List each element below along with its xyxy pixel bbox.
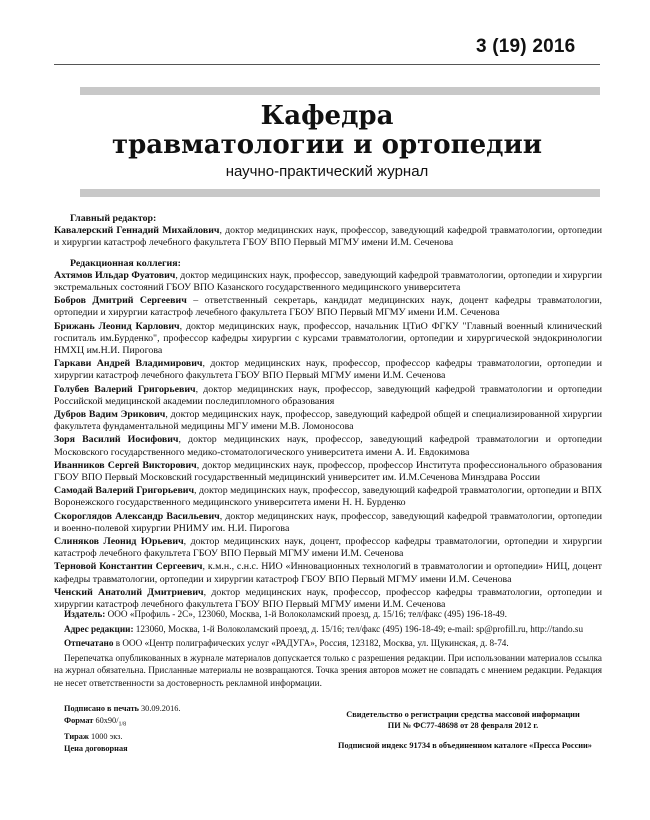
subscription-index: Подписной индекс 91734 в объединенном каталоге «Пресса России» — [338, 741, 592, 750]
board-member-desc: , доктор медицинских наук, профессор, заведующий кафедрой общей и специализированной хирургии факультета фундаментальной медицины МГУ имени М.В. Ломоносова — [54, 409, 602, 433]
run-label: Тираж — [64, 732, 89, 742]
board-member — [54, 321, 602, 358]
board-member — [54, 409, 602, 433]
imprint-block — [64, 703, 264, 755]
board-member-name: Бобров Дмитрий Сергеевич — [54, 295, 187, 307]
board-member-name: Ахтямов Ильдар Фуатович — [54, 269, 176, 281]
board-member-desc: , доктор медицинских наук, профессор, заведующий кафедрой травматологии и ортопедии Московского государственного медико-стоматологического университета имени А. И. Евдокимова — [54, 434, 602, 458]
title-bottom-band — [80, 189, 600, 197]
journal-subtitle: научно-практический журнал — [225, 163, 429, 180]
board-member-desc: , доктор медицинских наук, профессор, заведующий кафедрой травматологии, ортопедии и ВПХ Воронежского государственного медицинского университета имени Н. Н. Бурденко — [54, 485, 602, 509]
board-member-name: Ченский Анатолий Дмитриевич — [54, 586, 204, 598]
board-member-name: Дубров Вадим Эрикович — [54, 409, 166, 421]
printed-text: в ООО «Центр полиграфических услуг «РАДУГА», Россия, 123182, Москва, ул. Щукинская, д. 8-74. — [113, 638, 509, 649]
board-member — [54, 358, 602, 382]
board-member-name: Терновой Константин Сергеевич — [54, 561, 203, 573]
address-label: Адрес редакции: — [64, 623, 134, 634]
run-line — [64, 731, 264, 743]
board-member-desc: , доктор медицинских наук, профессор, профессор кафедры травматологии, ортопедии и хирургии катастроф лечебного факультета ГБОУ ВПО Первый МГМУ имени И.М. Сеченова — [54, 358, 602, 382]
publisher-text: ООО «Профиль - 2С», 123060, Москва, 1-й Волоколамский проезд, д. 15/16; тел/факс (495) 196-18-49. — [105, 609, 507, 619]
board-member-desc: , доктор медицинских наук, профессор, профессор Института профессионального образования ГБОУ ВПО Первый Московский государственный медицинский университет им. И.М.Сеченова Минздрава России — [54, 459, 602, 484]
board-member — [54, 561, 602, 585]
registration-block — [338, 709, 588, 731]
signed-label: Подписано в печать — [64, 704, 139, 713]
board-member — [54, 270, 602, 294]
format-label: Формат — [64, 716, 94, 726]
board-members-list — [54, 270, 602, 611]
board-member-desc: , доктор медицинских наук, доцент, профессор кафедры травматологии, ортопедии и хирургии катастроф лечебного факультета ГБОУ ВПО Первый МГМУ имени И.М. Сеченова — [54, 536, 602, 560]
format-line — [64, 715, 264, 731]
publisher-line — [54, 608, 602, 621]
board-member-name: Зоря Василий Иосифович — [54, 434, 179, 446]
board-member-name: Голубев Валерий Григорьевич — [54, 383, 196, 395]
header-rule — [54, 64, 600, 65]
board-member-name: Самодай Валерий Григорьевич — [54, 485, 195, 497]
board-member — [54, 434, 602, 458]
board-member — [54, 536, 602, 560]
publisher-label: Издатель: — [64, 609, 106, 619]
price-line — [64, 743, 264, 755]
board-member — [54, 384, 602, 408]
run-value: 1000 экз. — [88, 732, 123, 742]
board-member-desc: , доктор медицинских наук, профессор, начальник ЦТиО ФГКУ "Главный военный клинический госпиталь им.Бурденко", профессор кафедры хирургии с курсами травматологии, ортопедии и хирургической эндокринологии НМХЦ им.Н.И. Пирогова — [54, 320, 602, 357]
address-line — [54, 623, 602, 636]
journal-title-line2: травматологии и ортопедии — [111, 130, 543, 160]
board-member — [54, 295, 602, 319]
price-text: Цена договорная — [64, 744, 128, 754]
board-member-desc: , доктор медицинских наук, профессор, профессор кафедры травматологии, ортопедии и хирургии катастроф лечебного факультета ГБОУ ВПО Первый МГМУ имени И.М. Сеченова — [54, 586, 602, 611]
board-member-name: Иванников Сергей Викторович — [54, 459, 197, 471]
board-member-name: Скороглядов Александр Васильевич — [54, 510, 220, 522]
journal-title-line1: Кафедра — [260, 101, 394, 131]
chief-editor-heading: Главный редактор: — [70, 213, 157, 224]
address-text: 123060, Москва, 1-й Волоколамский проезд, д. 15/16; тел/факс (495) 196-18-49; e-mail: sp@profill.ru, http://tando.su — [133, 623, 584, 634]
format-value: 60х90/ — [93, 716, 119, 726]
chief-editor-name: Кавалерский Геннадий Михайлович — [54, 225, 220, 237]
board-member-name: Гаркави Андрей Владимирович — [54, 358, 203, 370]
board-member-name: Брижань Леонид Карлович — [54, 320, 180, 332]
signed-line — [64, 703, 264, 715]
board-member — [54, 460, 602, 484]
printed-line — [54, 637, 602, 650]
printed-label: Отпечатано — [64, 638, 114, 649]
board-member-desc: , доктор медицинских наук, профессор, заведующий кафедрой травматологии и ортопедии Российской медицинской академии последипломного образования — [54, 383, 602, 407]
board-member-name: Слиняков Леонид Юрьевич — [54, 536, 184, 548]
board-member — [54, 485, 602, 509]
board-member-desc: , к.м.н., с.н.с. НИО «Инновационных технологий в травматологии и ортопедии» НИЦ, доцент кафедры травматологии, ортопедии и хирургии катастроф ГБОУ ВПО Первый МГМУ имени И.М. Сеченова — [54, 561, 602, 585]
registration-line2: ПИ № ФС77-48698 от 28 февраля 2012 г. — [387, 721, 539, 730]
chief-editor — [54, 225, 602, 249]
editorial-board — [54, 213, 602, 612]
title-top-band — [80, 87, 600, 95]
signed-date: 30.09.2016. — [138, 704, 181, 713]
board-heading: Редакционная коллегия: — [70, 257, 181, 269]
board-member-desc: , доктор медицинских наук, профессор, заведующий кафедрой травматологии, ортопедии и хирургии экстремальных состояний ГБОУ ВПО Казанского государственного медицинского университета — [54, 269, 602, 294]
board-member-desc: , доктор медицинских наук, профессор, заведующий кафедрой травматологии, ортопедии и военно-полевой хирургии РНИМУ им. Н.И. Пирогова — [54, 510, 602, 534]
chief-editor-desc: , доктор медицинских наук, профессор, заведующий кафедрой травматологии, ортопедии и хирургии катастроф лечебного факультета ГБОУ ВПО Первый МГМУ имени И.М. Сеченова — [54, 225, 602, 249]
issue-number: 3 (19) 2016 — [476, 36, 576, 57]
format-fraction: 1/8 — [118, 721, 127, 728]
disclaimer: Перепечатка опубликованных в журнале материалов допускается только с разрешения редакции. При использовании материалов ссылка на журнал обязательна. Присланные материалы не возвращаются. Точка зрения авторов может не совпадать с мнением редакции. Редакция не несет ответственности за достоверность рекламной информации. — [54, 652, 602, 688]
board-member — [54, 511, 602, 535]
publication-info — [54, 608, 602, 692]
board-member-desc: – ответственный секретарь, кандидат медицинских наук, доцент кафедры травматологии, ортопедии и хирургии катастроф лечебного факультета ГБОУ ВПО Первый МГМУ имени И.М. Сеченова — [54, 295, 603, 319]
registration-line1: Свидетельство о регистрации средства массовой информации — [346, 710, 580, 719]
